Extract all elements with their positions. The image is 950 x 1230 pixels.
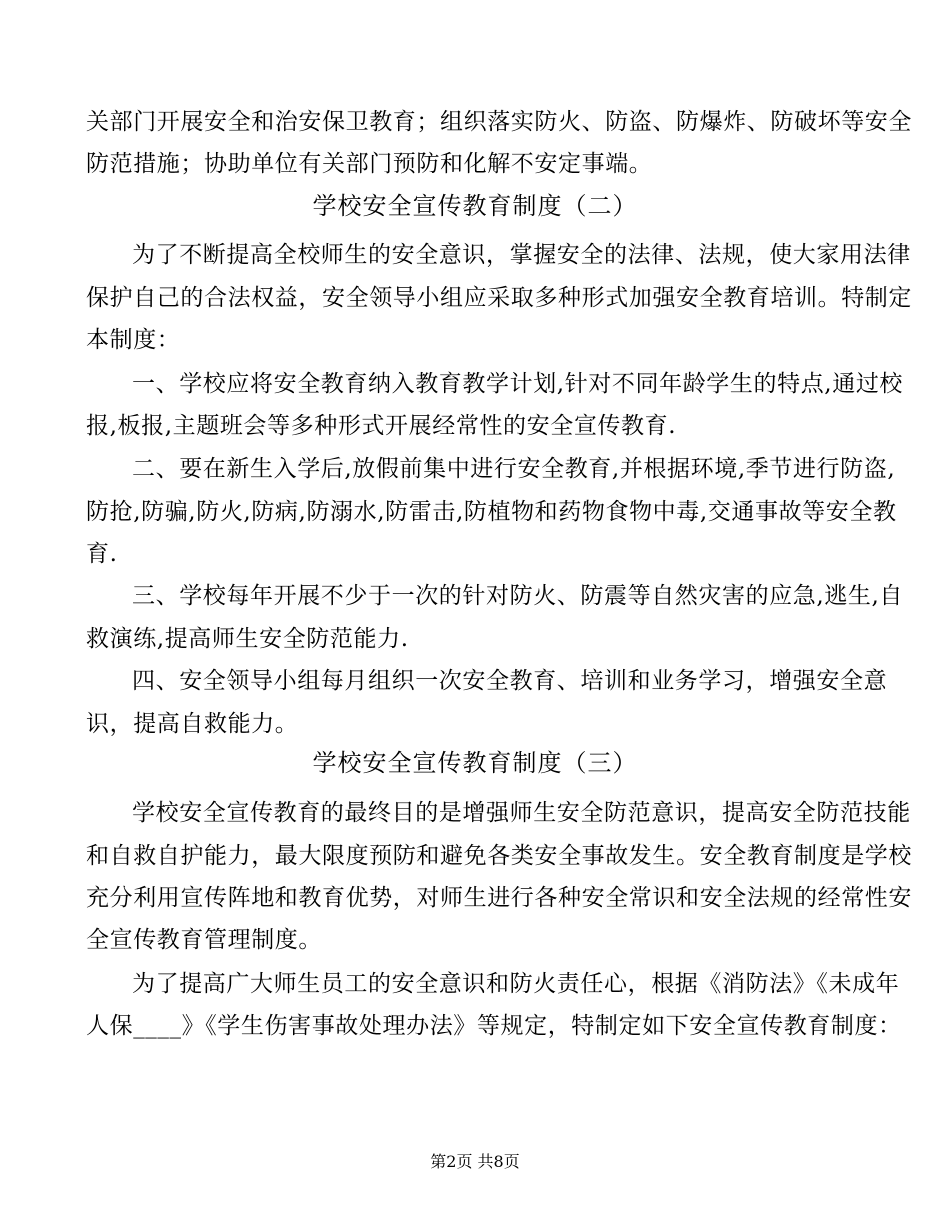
section-title-3: 学校安全宣传教育制度（三） [312, 749, 638, 777]
paragraph-line: 育. [86, 541, 118, 567]
paragraph-line: 识，提高自救能力。 [86, 711, 299, 737]
paragraph-line: 防范措施；协助单位有关部门预防和化解不安定事端。 [86, 151, 653, 177]
paragraph-line: 人保____》《学生伤害事故处理办法》等规定，特制定如下安全宣传教育制度： [86, 1013, 902, 1039]
paragraph-line: 关部门开展安全和治安保卫教育；组织落实防火、防盗、防爆炸、防破坏等安全 [86, 109, 912, 135]
paragraph-line: 三、学校每年开展不少于一次的针对防火、防震等自然灾害的应急,逃生,自 [132, 583, 904, 609]
paragraph-line: 救演练,提高师生安全防范能力. [86, 626, 409, 652]
paragraph-line: 本制度： [86, 327, 181, 353]
paragraph-line: 防抢,防骗,防火,防病,防溺水,防雷击,防植物和药物食物中毒,交通事故等安全教 [86, 499, 897, 525]
paragraph-line: 和自救自护能力，最大限度预防和避免各类安全事故发生。安全教育制度是学校 [86, 843, 912, 869]
paragraph-line: 报,板报,主题班会等多种形式开展经常性的安全宣传教育. [86, 413, 677, 439]
paragraph-line: 一、学校应将安全教育纳入教育教学计划,针对不同年龄学生的特点,通过校 [132, 371, 904, 397]
paragraph-line: 全宣传教育管理制度。 [86, 927, 322, 953]
paragraph-line: 保护自己的合法权益，安全领导小组应采取多种形式加强安全教育培训。特制定 [86, 285, 912, 311]
paragraph-line: 充分利用宣传阵地和教育优势，对师生进行各种安全常识和安全法规的经常性安 [86, 885, 912, 911]
paragraph-line: 为了不断提高全校师生的安全意识，掌握安全的法律、法规，使大家用法律 [132, 242, 911, 268]
section-title-2: 学校安全宣传教育制度（二） [312, 192, 638, 220]
paragraph-line: 二、要在新生入学后,放假前集中进行安全教育,并根据环境,季节进行防盗, [132, 456, 896, 482]
page-number-footer: 第2页 共8页 [430, 1152, 520, 1171]
paragraph-line: 四、安全领导小组每月组织一次安全教育、培训和业务学习，增强安全意 [132, 668, 888, 694]
paragraph-line: 为了提高广大师生员工的安全意识和防火责任心，根据《消防法》《未成年 [132, 971, 900, 997]
paragraph-line: 学校安全宣传教育的最终目的是增强师生安全防范意识，提高安全防范技能 [132, 800, 911, 826]
